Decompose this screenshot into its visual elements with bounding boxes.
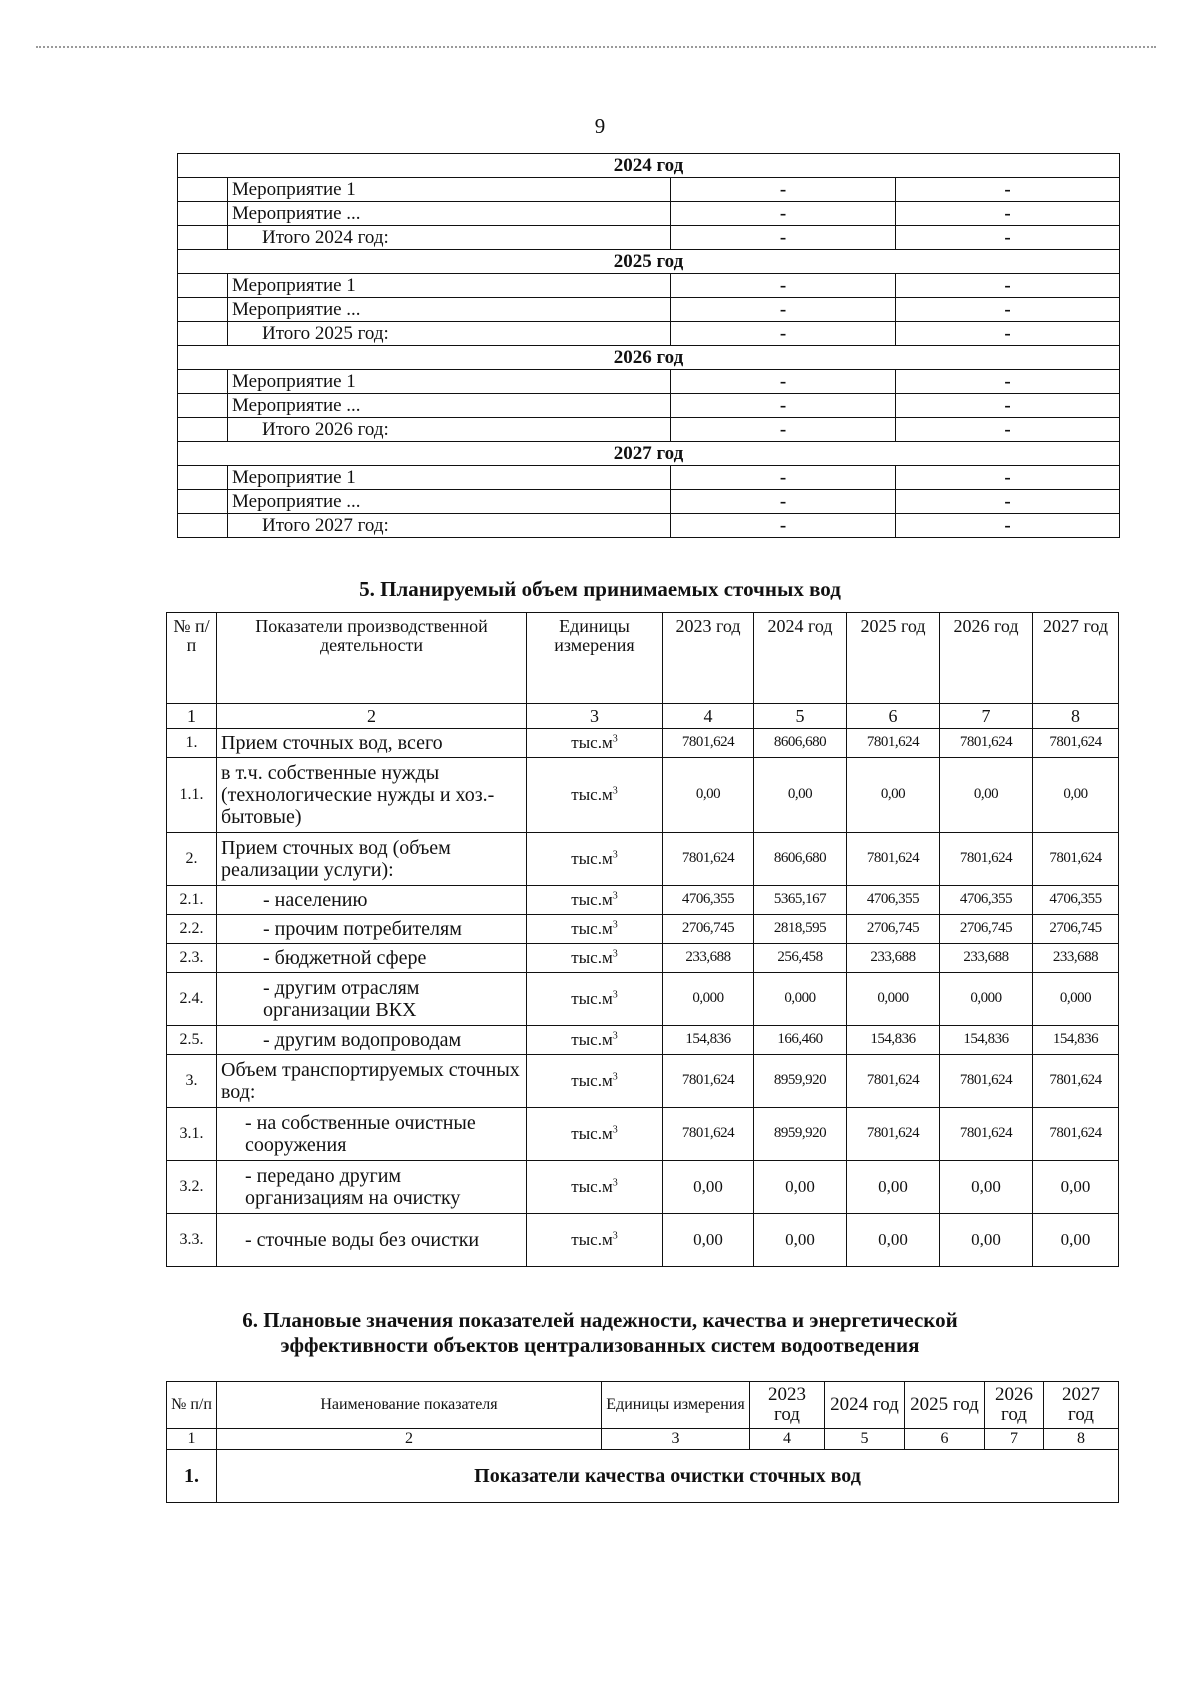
row-number: 1. — [167, 729, 217, 758]
indicator-group-row — [167, 1450, 1119, 1503]
value-cell: 4706,355 — [940, 886, 1033, 915]
indicator-name: - другим водопроводам — [217, 1026, 527, 1055]
blank-cell — [178, 322, 228, 346]
column-number: 8 — [1033, 704, 1119, 729]
value-cell: 0,000 — [663, 973, 754, 1026]
blank-cell — [178, 226, 228, 250]
value-cell: 233,688 — [663, 944, 754, 973]
column-number: 7 — [985, 1429, 1044, 1450]
unit-superscript: 3 — [612, 989, 618, 1001]
value-cell: - — [671, 322, 896, 346]
volume-row — [167, 833, 1119, 886]
page-number: 9 — [594, 114, 606, 138]
value-cell: - — [671, 226, 896, 250]
unit-cell — [527, 729, 663, 758]
column-number: 5 — [754, 704, 847, 729]
row-number: 2. — [167, 833, 217, 886]
column-number: 6 — [905, 1429, 985, 1450]
planned-wastewater-volume-table — [166, 612, 1119, 1267]
blank-cell — [178, 466, 228, 490]
value-cell: - — [671, 202, 896, 226]
activity-row — [178, 490, 1120, 514]
header-year: 2023 год — [750, 1382, 825, 1429]
section-5-title: 5. Планируемый объем принимаемых сточных вод — [359, 577, 841, 601]
volume-row — [167, 973, 1119, 1026]
value-cell: 4706,355 — [663, 886, 754, 915]
blank-cell — [178, 178, 228, 202]
unit-text: тыс.м — [571, 733, 613, 753]
volume-row — [167, 729, 1119, 758]
header-year: 2026 год — [940, 613, 1033, 704]
value-cell: 0,00 — [940, 1161, 1033, 1214]
year-total-label: Итого 2024 год: — [228, 226, 671, 250]
unit-superscript: 3 — [612, 1071, 618, 1083]
column-number: 5 — [825, 1429, 905, 1450]
scan-artifact-line — [36, 46, 1156, 48]
value-cell: 8606,680 — [754, 729, 847, 758]
value-cell: 0,00 — [1033, 1161, 1119, 1214]
value-cell: 7801,624 — [663, 1108, 754, 1161]
year-title: 2024 год — [178, 154, 1120, 178]
activity-row — [178, 370, 1120, 394]
value-cell: 7801,624 — [847, 833, 940, 886]
header-year: 2024 год — [754, 613, 847, 704]
activity-label: Мероприятие ... — [228, 394, 671, 418]
value-cell: 4706,355 — [1033, 886, 1119, 915]
value-cell: 233,688 — [847, 944, 940, 973]
reliability-header-row — [167, 1382, 1119, 1429]
unit-text: тыс.м — [571, 1071, 613, 1091]
volume-row — [167, 1026, 1119, 1055]
unit-superscript: 3 — [612, 919, 618, 931]
column-number: 8 — [1044, 1429, 1119, 1450]
header-name: Наименование показателя — [217, 1382, 602, 1429]
value-cell: 154,836 — [847, 1026, 940, 1055]
activity-row — [178, 418, 1120, 442]
activity-label: Мероприятие 1 — [228, 466, 671, 490]
activity-row — [178, 226, 1120, 250]
column-number: 3 — [602, 1429, 750, 1450]
unit-text: тыс.м — [571, 1177, 613, 1197]
header-year: 2024 год — [825, 1382, 905, 1429]
column-number: 4 — [750, 1429, 825, 1450]
unit-cell — [527, 915, 663, 944]
year-total-label: Итого 2026 год: — [228, 418, 671, 442]
blank-cell — [178, 418, 228, 442]
row-number: 2.1. — [167, 886, 217, 915]
activity-row — [178, 178, 1120, 202]
value-cell: 0,000 — [754, 973, 847, 1026]
value-cell: 7801,624 — [940, 833, 1033, 886]
value-cell: 233,688 — [940, 944, 1033, 973]
unit-text: тыс.м — [571, 1230, 613, 1250]
value-cell: - — [671, 178, 896, 202]
value-cell: 0,000 — [847, 973, 940, 1026]
value-cell: 7801,624 — [663, 1055, 754, 1108]
section-6-title — [0, 1308, 1200, 1358]
year-title: 2025 год — [178, 250, 1120, 274]
unit-cell — [527, 1108, 663, 1161]
unit-superscript: 3 — [612, 849, 618, 861]
unit-superscript: 3 — [612, 948, 618, 960]
value-cell: - — [896, 514, 1120, 538]
value-cell: - — [671, 370, 896, 394]
value-cell: 154,836 — [1033, 1026, 1119, 1055]
column-number: 7 — [940, 704, 1033, 729]
value-cell: 8959,920 — [754, 1055, 847, 1108]
activity-label: Мероприятие ... — [228, 298, 671, 322]
value-cell: 0,00 — [754, 758, 847, 833]
value-cell: - — [671, 466, 896, 490]
value-cell: 4706,355 — [847, 886, 940, 915]
value-cell: 0,00 — [847, 758, 940, 833]
header-year: 2025 год — [847, 613, 940, 704]
indicator-name: - бюджетной сфере — [217, 944, 527, 973]
value-cell: 7801,624 — [1033, 833, 1119, 886]
value-cell: 7801,624 — [847, 1055, 940, 1108]
header-unit: Единицы измерения — [527, 613, 663, 704]
value-cell: 7801,624 — [940, 1108, 1033, 1161]
row-number: 2.3. — [167, 944, 217, 973]
activity-row — [178, 274, 1120, 298]
column-number: 2 — [217, 704, 527, 729]
indicator-name: - другим отраслям организации ВКХ — [217, 973, 527, 1026]
value-cell: 154,836 — [663, 1026, 754, 1055]
column-number: 6 — [847, 704, 940, 729]
column-number: 1 — [167, 704, 217, 729]
year-header-row — [178, 346, 1120, 370]
header-year: 2027 год — [1033, 613, 1119, 704]
activity-label: Мероприятие 1 — [228, 274, 671, 298]
unit-cell — [527, 944, 663, 973]
unit-cell — [527, 973, 663, 1026]
column-number: 1 — [167, 1429, 217, 1450]
value-cell: 8606,680 — [754, 833, 847, 886]
value-cell: 8959,920 — [754, 1108, 847, 1161]
volume-row — [167, 1161, 1119, 1214]
activity-row — [178, 466, 1120, 490]
unit-text: тыс.м — [571, 989, 613, 1009]
value-cell: - — [896, 418, 1120, 442]
value-cell: 7801,624 — [940, 729, 1033, 758]
column-number: 3 — [527, 704, 663, 729]
value-cell: - — [896, 226, 1120, 250]
activities-table-body — [178, 154, 1120, 538]
row-number: 2.5. — [167, 1026, 217, 1055]
value-cell: - — [896, 202, 1120, 226]
row-number: 3.1. — [167, 1108, 217, 1161]
value-cell: 2818,595 — [754, 915, 847, 944]
value-cell: - — [896, 466, 1120, 490]
activity-label: Мероприятие ... — [228, 490, 671, 514]
value-cell: 7801,624 — [1033, 1055, 1119, 1108]
indicator-name: - передано другим организациям на очистку — [217, 1161, 527, 1214]
unit-cell — [527, 1055, 663, 1108]
value-cell: 2706,745 — [1033, 915, 1119, 944]
value-cell: 2706,745 — [940, 915, 1033, 944]
value-cell: 0,00 — [940, 1214, 1033, 1267]
value-cell: 0,00 — [1033, 1214, 1119, 1267]
year-header-row — [178, 442, 1120, 466]
indicator-name: Объем транспортируемых сточных вод: — [217, 1055, 527, 1108]
unit-text: тыс.м — [571, 948, 613, 968]
year-header-row — [178, 154, 1120, 178]
unit-text: тыс.м — [571, 849, 613, 869]
activities-by-year-table — [177, 153, 1120, 538]
row-number: 2.4. — [167, 973, 217, 1026]
column-number: 4 — [663, 704, 754, 729]
indicator-name: - прочим потребителям — [217, 915, 527, 944]
volume-row — [167, 1055, 1119, 1108]
unit-superscript: 3 — [612, 1230, 618, 1242]
unit-cell — [527, 886, 663, 915]
blank-cell — [178, 394, 228, 418]
volume-row — [167, 1214, 1119, 1267]
value-cell: 0,00 — [847, 1214, 940, 1267]
value-cell: 256,458 — [754, 944, 847, 973]
unit-superscript: 3 — [612, 1124, 618, 1136]
value-cell: - — [671, 394, 896, 418]
value-cell: 0,00 — [754, 1214, 847, 1267]
value-cell: 0,00 — [940, 758, 1033, 833]
column-numbers-row — [167, 704, 1119, 729]
unit-superscript: 3 — [612, 733, 618, 745]
unit-superscript: 3 — [612, 890, 618, 902]
value-cell: 0,00 — [1033, 758, 1119, 833]
value-cell: - — [896, 274, 1120, 298]
unit-text: тыс.м — [571, 890, 613, 910]
header-indicator: Показатели производственной деятельности — [217, 613, 527, 704]
header-num: № п/п — [167, 613, 217, 704]
unit-text: тыс.м — [571, 1030, 613, 1050]
header-year: 2027 год — [1044, 1382, 1119, 1429]
blank-cell — [178, 274, 228, 298]
column-number: 2 — [217, 1429, 602, 1450]
value-cell: 7801,624 — [663, 729, 754, 758]
row-number: 1.1. — [167, 758, 217, 833]
unit-superscript: 3 — [612, 1177, 618, 1189]
activity-row — [178, 514, 1120, 538]
reliability-indicators-table — [166, 1381, 1119, 1503]
value-cell: 0,00 — [663, 1214, 754, 1267]
value-cell: - — [896, 298, 1120, 322]
activity-row — [178, 202, 1120, 226]
value-cell: 7801,624 — [847, 1108, 940, 1161]
value-cell: 0,00 — [663, 758, 754, 833]
value-cell: - — [896, 490, 1120, 514]
group-number: 1. — [167, 1450, 217, 1503]
unit-text: тыс.м — [571, 1124, 613, 1144]
value-cell: 166,460 — [754, 1026, 847, 1055]
value-cell: - — [671, 418, 896, 442]
value-cell: - — [896, 322, 1120, 346]
activity-label: Мероприятие 1 — [228, 370, 671, 394]
unit-cell — [527, 758, 663, 833]
year-title: 2027 год — [178, 442, 1120, 466]
unit-superscript: 3 — [612, 1030, 618, 1042]
value-cell: - — [671, 490, 896, 514]
unit-cell — [527, 1161, 663, 1214]
volume-table-body — [167, 613, 1119, 1267]
value-cell: 0,00 — [754, 1161, 847, 1214]
indicator-name: Прием сточных вод (объем реализации услуги): — [217, 833, 527, 886]
row-number: 2.2. — [167, 915, 217, 944]
blank-cell — [178, 370, 228, 394]
activity-label: Мероприятие ... — [228, 202, 671, 226]
blank-cell — [178, 298, 228, 322]
indicator-name: в т.ч. собственные нужды (технологические нужды и хоз.-бытовые) — [217, 758, 527, 833]
year-total-label: Итого 2027 год: — [228, 514, 671, 538]
volume-row — [167, 886, 1119, 915]
activity-label: Мероприятие 1 — [228, 178, 671, 202]
activity-row — [178, 394, 1120, 418]
header-num: № п/п — [167, 1382, 217, 1429]
volume-row — [167, 758, 1119, 833]
header-year: 2026 год — [985, 1382, 1044, 1429]
column-numbers-row — [167, 1429, 1119, 1450]
value-cell: 2706,745 — [847, 915, 940, 944]
value-cell: - — [896, 370, 1120, 394]
value-cell: 7801,624 — [847, 729, 940, 758]
year-header-row — [178, 250, 1120, 274]
row-number: 3.2. — [167, 1161, 217, 1214]
value-cell: - — [896, 178, 1120, 202]
header-unit: Единицы измерения — [602, 1382, 750, 1429]
value-cell: 7801,624 — [940, 1055, 1033, 1108]
section-6-title-line1: 6. Плановые значения показателей надежности, качества и энергетической — [242, 1308, 958, 1332]
section-6-title-line2: эффективности объектов централизованных систем водоотведения — [280, 1333, 920, 1358]
value-cell: 0,000 — [940, 973, 1033, 1026]
header-year: 2025 год — [905, 1382, 985, 1429]
volume-row — [167, 944, 1119, 973]
row-number: 3.3. — [167, 1214, 217, 1267]
activity-row — [178, 298, 1120, 322]
unit-cell — [527, 1026, 663, 1055]
value-cell: 154,836 — [940, 1026, 1033, 1055]
unit-text: тыс.м — [571, 785, 613, 805]
value-cell: - — [671, 274, 896, 298]
unit-superscript: 3 — [612, 785, 618, 797]
indicator-name: Прием сточных вод, всего — [217, 729, 527, 758]
row-number: 3. — [167, 1055, 217, 1108]
year-total-label: Итого 2025 год: — [228, 322, 671, 346]
activity-row — [178, 322, 1120, 346]
indicator-name: - на собственные очистные сооружения — [217, 1108, 527, 1161]
volume-header-row — [167, 613, 1119, 704]
unit-text: тыс.м — [571, 919, 613, 939]
value-cell: 7801,624 — [1033, 729, 1119, 758]
value-cell: - — [671, 298, 896, 322]
value-cell: 7801,624 — [1033, 1108, 1119, 1161]
value-cell: 233,688 — [1033, 944, 1119, 973]
year-title: 2026 год — [178, 346, 1120, 370]
unit-cell — [527, 1214, 663, 1267]
blank-cell — [178, 202, 228, 226]
value-cell: 7801,624 — [663, 833, 754, 886]
unit-cell — [527, 833, 663, 886]
value-cell: - — [671, 514, 896, 538]
volume-row — [167, 1108, 1119, 1161]
value-cell: 5365,167 — [754, 886, 847, 915]
value-cell: 2706,745 — [663, 915, 754, 944]
group-title: Показатели качества очистки сточных вод — [217, 1450, 1119, 1503]
volume-row — [167, 915, 1119, 944]
indicator-name: - населению — [217, 886, 527, 915]
value-cell: 0,00 — [847, 1161, 940, 1214]
value-cell: 0,00 — [663, 1161, 754, 1214]
indicator-name: - сточные воды без очистки — [217, 1214, 527, 1267]
blank-cell — [178, 514, 228, 538]
value-cell: - — [896, 394, 1120, 418]
header-year: 2023 год — [663, 613, 754, 704]
value-cell: 0,000 — [1033, 973, 1119, 1026]
blank-cell — [178, 490, 228, 514]
